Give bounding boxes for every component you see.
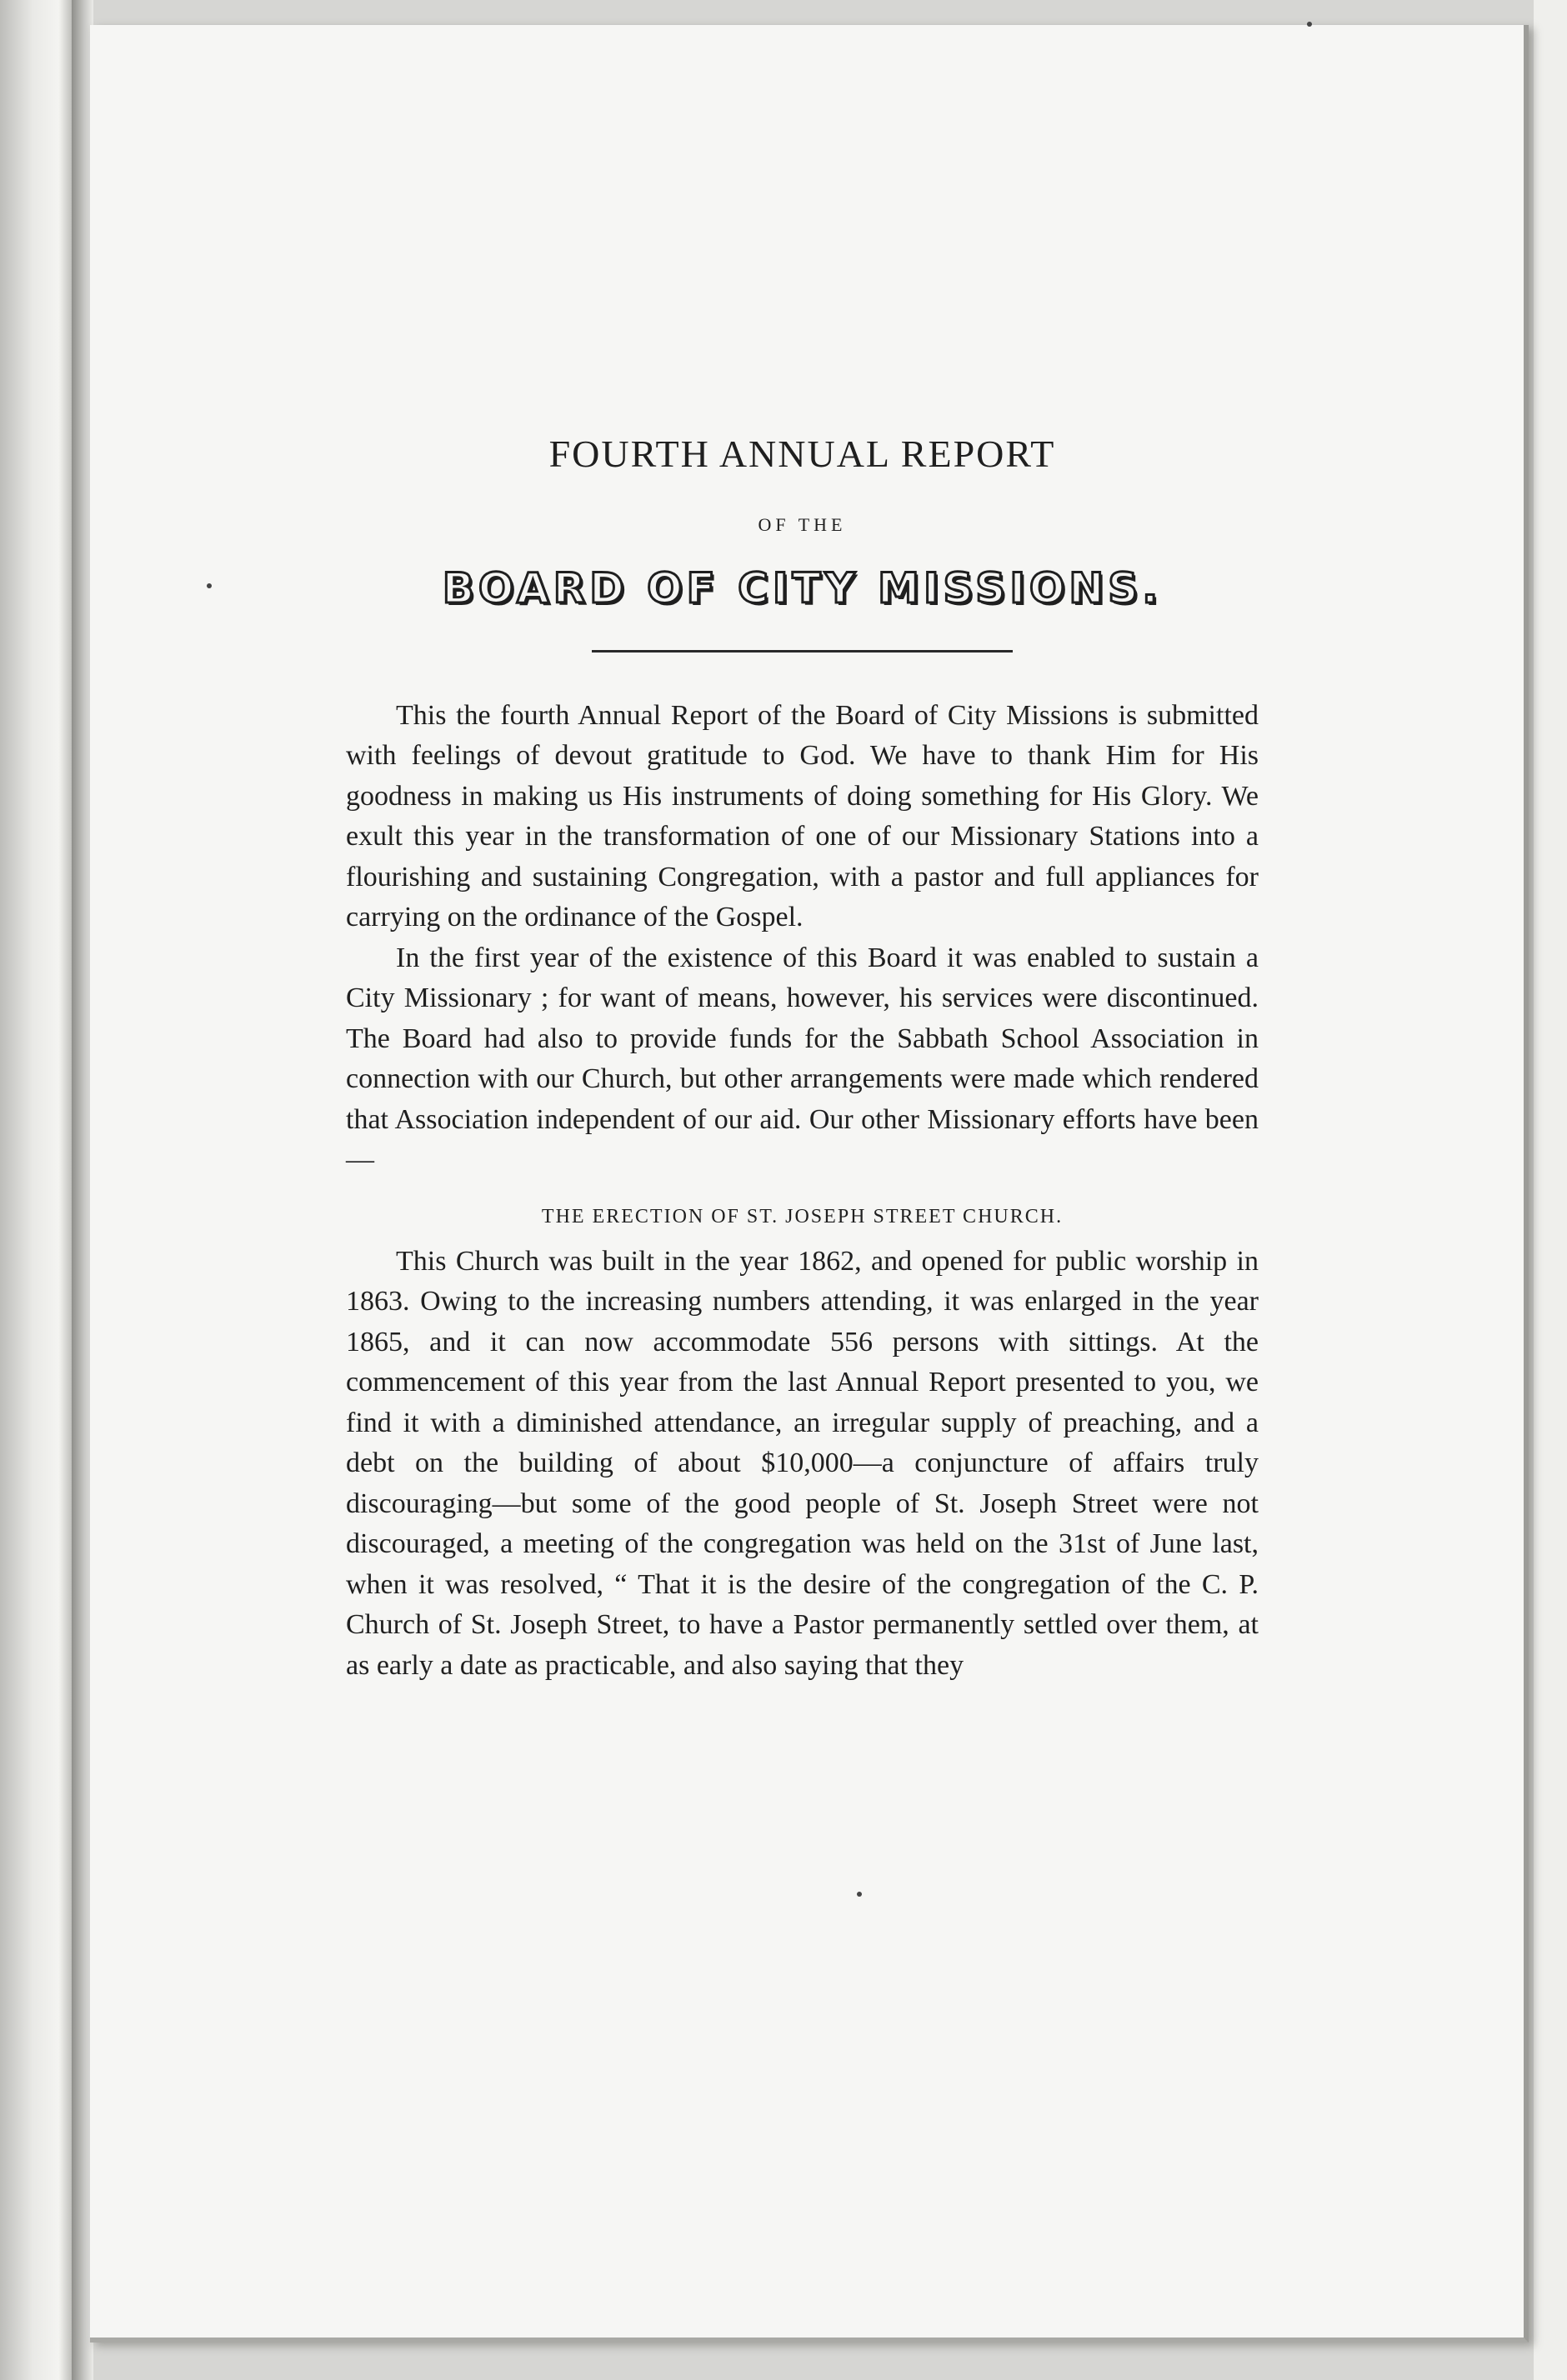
print-speck	[1307, 22, 1312, 27]
left-page-edge	[0, 0, 73, 2380]
body-paragraph: In the first year of the existence of this Board it was enabled to sustain a City Missionary ; for want of means, however, his services were discontinued. The Board had also to provide funds for the Sabbath School Association in connection with our Church, but other arrangements were made which rendered that Association independent of our aid. Our other Missionary efforts have been—	[346, 942, 1259, 1176]
scan-background-right	[1534, 0, 1567, 2380]
report-body	[346, 696, 1259, 1687]
report-title: FOURTH ANNUAL REPORT	[548, 432, 1056, 475]
body-paragraph: This Church was built in the year 1862, and opened for public worship in 1863. Owing to the increasing numbers attending, it was enlarged in the year 1865, and it can now accommodate 556 persons with sittings. At the commencement of this year from the last Annual Report presented to you, we find it with a diminished attendance, an irregular supply of preaching, and a debt on the building of about $10,000—a conjuncture of affairs truly discouraging—but some of the good people of St. Joseph Street were not discouraged, a meeting of the congregation was held on the 31st of June last, when it was resolved, “ That it is the desire of the congregation of the C. P. Church of St. Joseph Street, to have a Pastor permanently settled over them, at as early a date as practicable, and also saying that they	[346, 1245, 1259, 1681]
print-speck	[207, 583, 212, 588]
section-heading: THE ERECTION OF ST. JOSEPH STREET CHURCH.	[541, 1205, 1064, 1228]
print-speck	[857, 1892, 862, 1897]
page-content	[346, 433, 1259, 1686]
body-paragraph: This the fourth Annual Report of the Board of City Missions is submitted with feelings of devout gratitude to God. We have to thank Him for His goodness in making us His instruments of doing something for His Glory. We exult this year in the transformation of one of our Missionary Stations into a flourishing and sustaining Congregation, with a pastor and full appliances for carrying on the ordinance of the Gospel.	[346, 699, 1259, 933]
report-subtitle-of-the: OF THE	[758, 513, 847, 535]
title-divider-rule	[592, 650, 1013, 652]
board-name-heading: BOARD OF CITY MISSIONS.	[442, 563, 1163, 612]
